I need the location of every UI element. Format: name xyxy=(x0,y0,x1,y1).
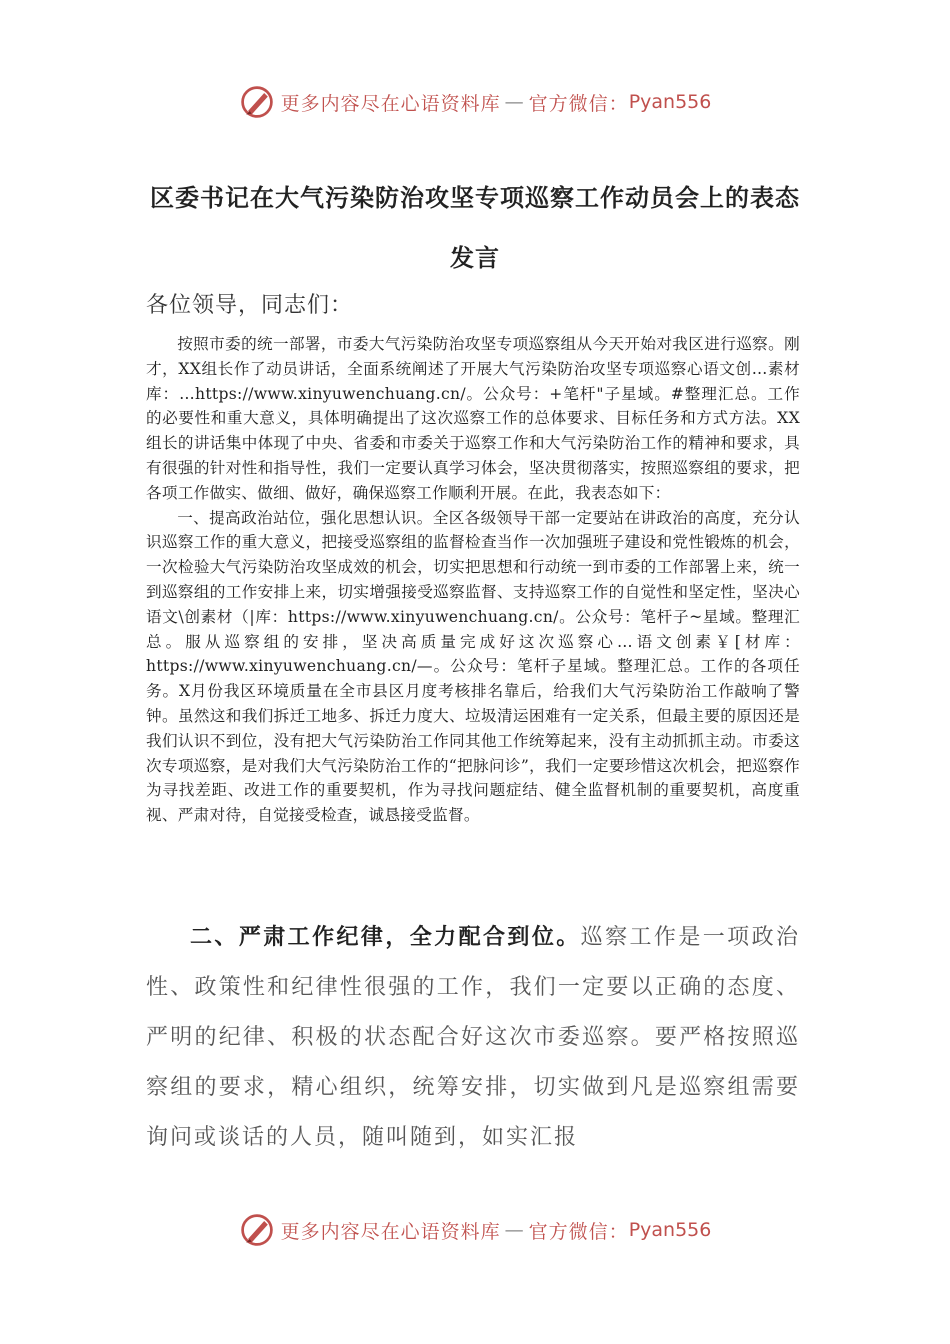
section-2-paragraph xyxy=(146,912,800,1163)
banner-text: 更多内容尽在心语资料库 xyxy=(280,1220,501,1243)
banner-wechat-label: 官方微信： xyxy=(528,1220,629,1243)
body-small-text xyxy=(146,332,800,828)
salutation: 各位领导，同志们： xyxy=(146,293,354,318)
section-2-text: 巡察工作是一项政治性、政策性和纪律性很强的工作，我们一定要以正确的态度、严明的纪律、积极的状态配合好这次市委巡察。要严格按照巡察组的要求，精心组织，统筹安排，切实做到凡是巡察组需要询问或谈话的人员，随叫随到，如实汇报 xyxy=(146,925,800,1150)
footer-banner xyxy=(0,1208,950,1252)
banner-wechat-id: Pyan556 xyxy=(628,1219,712,1241)
banner-text: 更多内容尽在心语资料库 xyxy=(280,92,501,115)
pen-logo-icon xyxy=(239,84,275,120)
banner-dash: — xyxy=(504,1219,525,1241)
pen-logo-icon xyxy=(239,1212,275,1248)
body-large-text xyxy=(146,912,800,1163)
banner-wechat-id: Pyan556 xyxy=(628,91,712,113)
document-title: 区委书记在大气污染防治攻坚专项巡察工作动员会上的表态发言 xyxy=(150,183,800,272)
section-2-heading: 二、严肃工作纪律，全力配合到位。 xyxy=(190,924,581,950)
paragraph-2: 一、提高政治站位，强化思想认识。全区各级领导干部一定要站在讲政治的高度，充分认识巡察工作的重大意义，把接受巡察组的监督检查当作一次加强班子建设和党性锻炼的机会，一次检验大气污染防治攻坚成效的机会，切实把思想和行动统一到市委的工作部署上来，统一到巡察组的工作安排上来，切实增强接受巡察监督、支持巡察工作的自觉性和坚定性，坚决心语文\创素材（|库：https://www.xinyuwenchuang.cn/。公众号：笔杆子~星域。整理汇总。服从巡察组的安排，坚决高质量完成好这次巡察心…语文创素￥[材库：https://www.xinyuwenchuang.cn/—。公众号：笔杆子星域。整理汇总。工作的各项任务。X月份我区环境质量在全市县区月度考核排名靠后，给我们大气污染防治工作敲响了警钟。虽然这和我们拆迁工地多、拆迁力度大、垃圾清运困难有一定关系，但最主要的原因还是我们认识不到位，没有把大气污染防治工作同其他工作统筹起来，没有主动抓抓主动。市委这次专项巡察，是对我们大气污染防治工作的“把脉问诊”，我们一定要珍惜这次机会，把巡察作为寻找差距、改进工作的重要契机，作为寻找问题症结、健全监督机制的重要契机，高度重视、严肃对待，自觉接受检查，诚恳接受监督。 xyxy=(146,508,800,825)
banner-wechat-label: 官方微信： xyxy=(528,92,629,115)
header-banner xyxy=(0,80,950,124)
banner-dash: — xyxy=(504,91,525,113)
paragraph-1: 按照市委的统一部署，市委大气污染防治攻坚专项巡察组从今天开始对我区进行巡察。刚才，XX组长作了动员讲话，全面系统阐述了开展大气污染防治攻坚专项巡察心语文创…素材库：…https://www.xinyuwenchuang.cn/。公众号：+笔杆"子星域。#整理汇总。工作的必要性和重大意义，具体明确提出了这次巡察工作的总体要求、目标任务和方式方法。XX组长的讲话集中体现了中央、省委和市委关于巡察工作和大气污染防治工作的精神和要求，具有很强的针对性和指导性，我们一定要认真学习体会，坚决贯彻落实，按照巡察组的要求，把各项工作做实、做细、做好，确保巡察工作顺利开展。在此，我表态如下： xyxy=(146,335,800,502)
